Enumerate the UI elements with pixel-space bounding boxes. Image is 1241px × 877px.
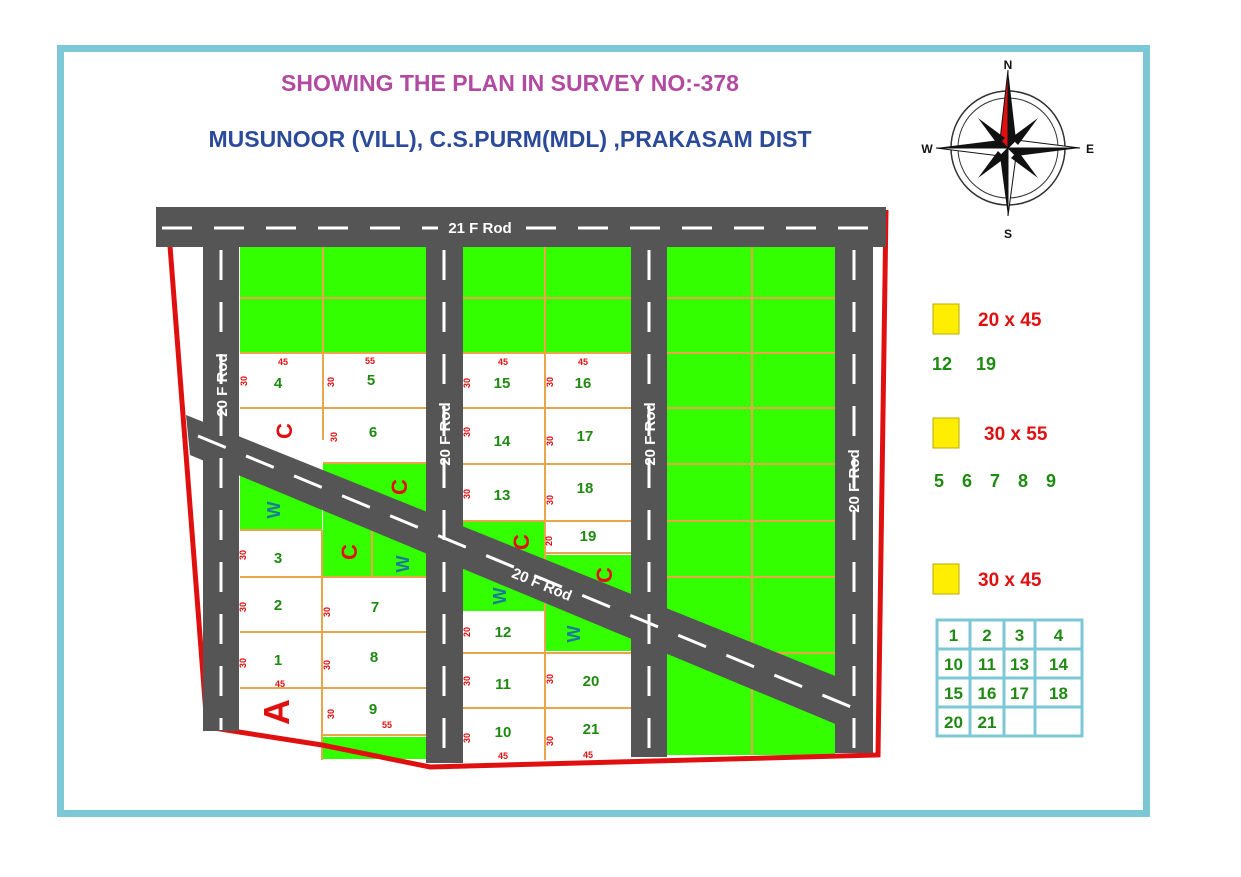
plot-number: 17 — [576, 428, 594, 445]
legend-grid-cell: 1 — [948, 626, 959, 645]
plot-side-dimension: 30 — [545, 494, 555, 506]
plot-side-dimension: 30 — [462, 488, 472, 500]
legend-grid-cell: 17 — [1010, 684, 1029, 703]
compass-w: W — [921, 142, 933, 156]
legend-swatch — [933, 304, 959, 334]
map-subtitle: MUSUNOOR (VILL), C.S.PURM(MDL) ,PRAKASAM DIST — [208, 126, 812, 152]
plot-side-dimension: 30 — [322, 659, 332, 671]
plot-width-dimension: 55 — [364, 356, 376, 366]
legend-plots-2: 5 6 7 8 9 — [934, 471, 1057, 491]
plot-number: 20 — [582, 673, 600, 690]
legend-swatch — [933, 564, 959, 594]
compass-s: S — [1003, 227, 1013, 241]
road-v1-label: 20 F Rod — [214, 353, 231, 417]
plot-number: 13 — [493, 487, 511, 504]
plot-number: 3 — [273, 550, 283, 567]
plot-number: 19 — [579, 528, 597, 545]
legend-grid-cell: 3 — [1014, 626, 1025, 645]
plot-side-dimension: 30 — [238, 657, 248, 669]
legend — [932, 304, 1082, 736]
plot-width-dimension: 45 — [497, 751, 509, 761]
legend-size-2: 30 x 55 — [984, 424, 1048, 445]
map-title: SHOWING THE PLAN IN SURVEY NO:-378 — [281, 70, 739, 96]
legend-grid-cell: 16 — [977, 684, 997, 703]
legend-grid-cell: 20 — [944, 713, 963, 732]
legend-size-3: 30 x 45 — [978, 570, 1042, 591]
plot-number: 12 — [494, 624, 512, 641]
plot-side-dimension: 30 — [238, 549, 248, 561]
c-label: C — [592, 567, 617, 583]
plot-width-dimension: 45 — [582, 750, 594, 760]
legend-plots-1: 12 19 — [932, 354, 997, 374]
plot-number: 7 — [370, 599, 380, 616]
plot-side-dimension: 30 — [329, 431, 339, 443]
plot-side-dimension: 30 — [545, 673, 555, 685]
w-label: W — [490, 587, 510, 605]
plot-number: 15 — [493, 375, 511, 392]
plot-width-dimension: 45 — [274, 679, 286, 689]
plot-side-dimension: 20 — [462, 626, 472, 638]
plot-side-dimension: 30 — [322, 606, 332, 618]
road-v3-label: 20 F Rod — [642, 402, 659, 466]
w-label: W — [564, 625, 584, 643]
plot-number: 16 — [574, 375, 592, 392]
legend-grid-cell: 21 — [977, 713, 997, 732]
plot-side-dimension: 30 — [545, 435, 555, 447]
c-label: C — [509, 534, 534, 550]
legend-grid-cell: 14 — [1049, 655, 1068, 674]
plot-number: 8 — [369, 649, 379, 666]
w-label: W — [264, 501, 284, 519]
legend-plot-grid — [937, 620, 1082, 736]
plot-number: 2 — [273, 597, 283, 614]
plot-number: 9 — [368, 701, 378, 718]
road-diagonal-label: 20 F Rod — [509, 564, 575, 605]
plot-number: 11 — [495, 676, 511, 693]
plot-side-dimension: 30 — [326, 376, 336, 388]
legend-grid-cell: 18 — [1049, 684, 1068, 703]
plot-side-dimension: 30 — [545, 735, 555, 747]
plot-width-dimension: 45 — [277, 357, 289, 367]
legend-grid-cell: 15 — [944, 684, 963, 703]
plot-number: 14 — [493, 433, 511, 450]
plot-side-dimension: 30 — [238, 601, 248, 613]
c-label: C — [337, 544, 362, 560]
plot-side-dimension: 30 — [462, 377, 472, 389]
a-label: A — [256, 699, 297, 725]
plot-side-dimension: 30 — [326, 708, 336, 720]
plot-side-dimension: 20 — [544, 535, 554, 547]
compass-e: E — [1085, 142, 1095, 156]
legend-grid-cell: 4 — [1053, 626, 1064, 645]
legend-grid-cell: 13 — [1010, 655, 1029, 674]
plot-number: 10 — [494, 724, 512, 741]
plot-width-dimension: 45 — [577, 357, 589, 367]
plot-width-dimension: 55 — [381, 720, 393, 730]
c-label: C — [387, 479, 412, 495]
road-v2-label: 20 F Rod — [437, 402, 454, 466]
c-label: C — [272, 423, 297, 439]
road-top-label: 21 F Rod — [448, 220, 512, 237]
plot-side-dimension: 30 — [545, 376, 555, 388]
legend-swatch — [933, 418, 959, 448]
legend-size-1: 20 x 45 — [978, 310, 1042, 331]
plot-number: 21 — [582, 721, 600, 738]
legend-grid-cell: 11 — [978, 655, 996, 674]
road-v4-label: 20 F Rod — [846, 449, 863, 513]
plot-number: 1 — [273, 652, 283, 669]
plot-number: 18 — [576, 480, 594, 497]
legend-grid-cell: 10 — [944, 655, 963, 674]
plot-side-dimension: 30 — [462, 675, 472, 687]
plot-number: 6 — [368, 424, 378, 441]
compass-rose — [921, 58, 1094, 241]
plot-width-dimension: 45 — [497, 357, 509, 367]
legend-grid-cell: 2 — [982, 626, 992, 645]
w-label: W — [393, 555, 413, 573]
plot-side-dimension: 30 — [462, 732, 472, 744]
plot-side-dimension: 30 — [462, 426, 472, 438]
plot-number: 4 — [273, 375, 283, 392]
plot-side-dimension: 30 — [239, 375, 249, 387]
compass-n: N — [1003, 58, 1013, 72]
plot-number: 5 — [366, 372, 376, 389]
